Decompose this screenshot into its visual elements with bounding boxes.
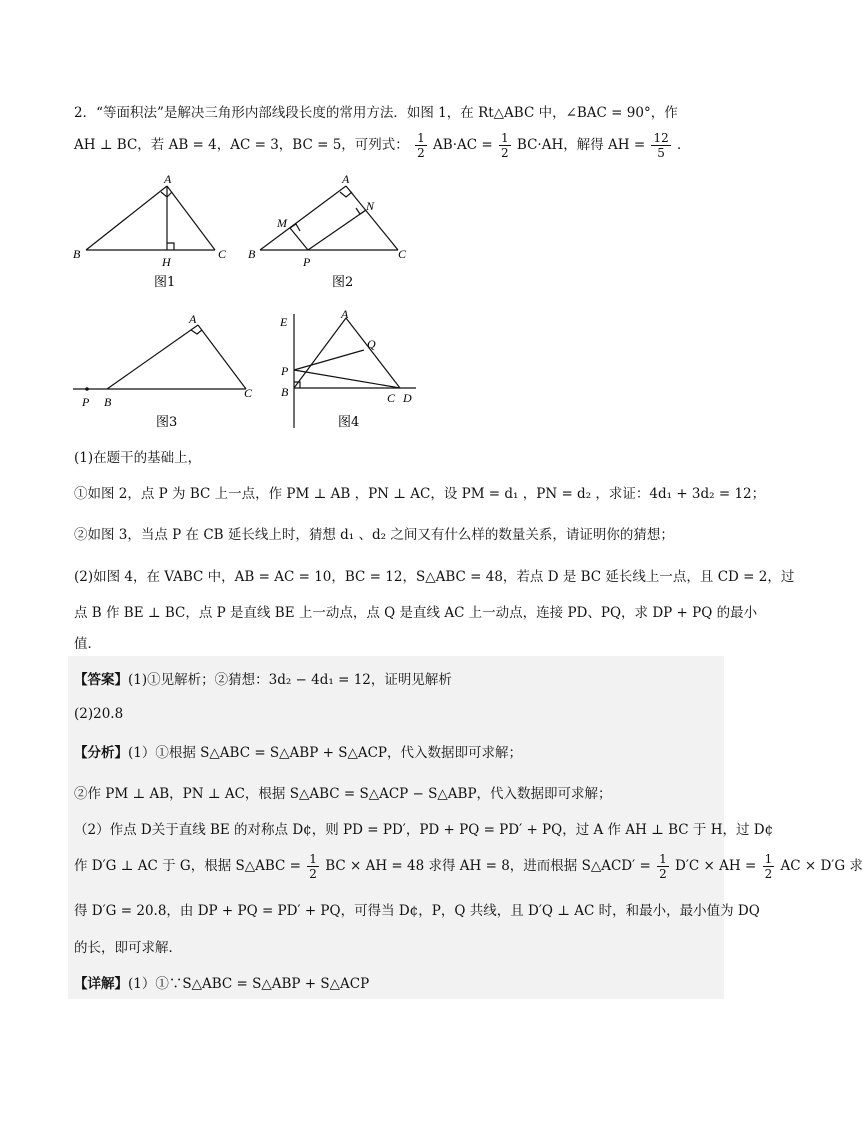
- analysis-line-5: 得 D′G = 20.8，由 DP + PQ = PD′ + PQ，可得当 D¢，P，Q 共线，且 D′Q ⊥ AC 时，和最小，最小值为 DQ: [74, 903, 760, 919]
- question-line-1: 2．“等面积法”是解决三角形内部线段长度的常用方法．如图 1，在 Rt△ABC 中，∠BAC = 90°，作: [74, 105, 678, 121]
- analysis-line-3: （2）作点 D关于直线 BE 的对称点 D¢，则 PD = PD′，PD + PQ = PD′ + PQ，过 A 作 AH ⊥ BC 于 H，过 D¢: [74, 822, 774, 838]
- question-line-2-c: BC·AH，解得 AH =: [516, 137, 646, 153]
- fig2-label-p: P: [303, 255, 311, 269]
- part-1-intro: (1)在题干的基础上，: [74, 450, 202, 466]
- fig1-label-c: C: [218, 247, 227, 261]
- analysis-text-1: (1）①根据 S△ABC = S△ABP + S△ACP，代入数据即可求解；: [128, 745, 522, 761]
- part-2-line-a: (2)如图 4，在 VABC 中，AB = AC = 10，BC = 12，S△ABC = 48，若点 D 是 BC 延长线上一点，且 CD = 2，过: [74, 569, 795, 585]
- figure-2: [248, 170, 418, 290]
- analysis-line-4: [74, 852, 863, 881]
- fig1-label-h: H: [162, 255, 171, 269]
- detail-line-1: [74, 972, 369, 992]
- fig4-caption: 图4: [338, 415, 360, 430]
- fig3-label-c: C: [244, 386, 253, 400]
- fig2-caption: 图2: [332, 275, 354, 290]
- fig4-label-c: C: [387, 391, 396, 405]
- part-1-2: ②如图 3，当点 P 在 CB 延长线上时，猜想 d₁ 、d₂ 之间又有什么样的数量关系，请证明你的猜想；: [74, 527, 674, 543]
- analysis-fraction-1: $\frac{1}{2}$: [309, 852, 317, 881]
- fig4-label-q: Q: [367, 337, 376, 351]
- part-2-line-b: 点 B 作 BE ⊥ BC，点 P 是直线 BE 上一动点，点 Q 是直线 AC 上一动点，连接 PD、PQ，求 DP + PQ 的最小: [74, 605, 758, 621]
- question-line-2-a: AH ⊥ BC，若 AB = 4，AC = 3，BC = 5，可列式：: [74, 137, 409, 153]
- analysis-line-4-a: 作 D′G ⊥ AC 于 G，根据 S△ABC =: [74, 858, 301, 874]
- fig4-label-a: A: [341, 307, 349, 321]
- part-2-line-c: 值．: [74, 636, 101, 652]
- part-1-1: ①如图 2，点 P 为 BC 上一点，作 PM ⊥ AB ，PN ⊥ AC，设 PM = d₁ ，PN = d₂ ，求证：4d₁ + 3d₂ = 12；: [74, 486, 766, 502]
- fig4-label-b: B: [281, 385, 289, 399]
- fig2-label-c: C: [398, 247, 407, 261]
- fig1-caption: 图1: [154, 275, 176, 290]
- analysis-line-4-d: AC × D′G 求: [780, 858, 863, 874]
- analysis-line-4-c: D′C × AH =: [675, 858, 757, 874]
- fraction-half-1: $\frac{1}{2}$: [417, 131, 425, 160]
- fig4-label-d: D: [403, 391, 412, 405]
- analysis-tag: 【分析】: [74, 745, 128, 761]
- analysis-line-2: ②作 PM ⊥ AB，PN ⊥ AC，根据 S△ABC = S△ACP − S△ABP，代入数据即可求解；: [74, 786, 612, 802]
- detail-tag: 【详解】: [74, 976, 128, 992]
- fig2-label-a: A: [342, 172, 350, 186]
- fraction-12-5: $\frac{12}{5}$: [653, 131, 669, 160]
- fig3-caption: 图3: [156, 415, 178, 430]
- question-line-2-d: ．: [677, 137, 691, 153]
- fig3-label-b: B: [104, 395, 112, 409]
- analysis-line-6: 的长，即可求解．: [74, 940, 182, 956]
- fig1-label-b: B: [73, 247, 81, 261]
- analysis-line-1: [74, 741, 522, 761]
- fig4-label-p: P: [281, 364, 289, 378]
- fraction-half-2: $\frac{1}{2}$: [500, 131, 509, 160]
- answer-text: (1)①见解析；②猜想：3d₂ − 4d₁ = 12，证明见解析: [128, 672, 452, 688]
- fig1-label-a: A: [164, 172, 172, 186]
- figure-3: [70, 308, 270, 436]
- fig4-label-e: E: [280, 315, 288, 329]
- analysis-fraction-2: $\frac{1}{2}$: [659, 852, 667, 881]
- fig2-label-m: M: [277, 216, 287, 230]
- detail-text: (1）①∵S△ABC = S△ABP + S△ACP: [128, 976, 370, 992]
- answer-line-1: [74, 668, 452, 688]
- fig2-label-n: N: [366, 199, 375, 213]
- question-line-2-b: AB·AC =: [433, 137, 493, 153]
- fig3-label-p: P: [82, 395, 90, 409]
- figure-1: [70, 170, 240, 290]
- fig2-label-b: B: [248, 247, 256, 261]
- answer-tag: 【答案】: [74, 672, 128, 688]
- analysis-line-4-b: BC × AH = 48 求得 AH = 8，进而根据 S△ACD′ =: [325, 858, 651, 874]
- figure-4: [276, 306, 426, 431]
- analysis-fraction-3: $\frac{1}{2}$: [764, 852, 773, 881]
- fig3-label-a: A: [189, 312, 197, 326]
- answer-line-2: (2)20.8: [74, 706, 124, 722]
- question-line-2: [74, 131, 691, 160]
